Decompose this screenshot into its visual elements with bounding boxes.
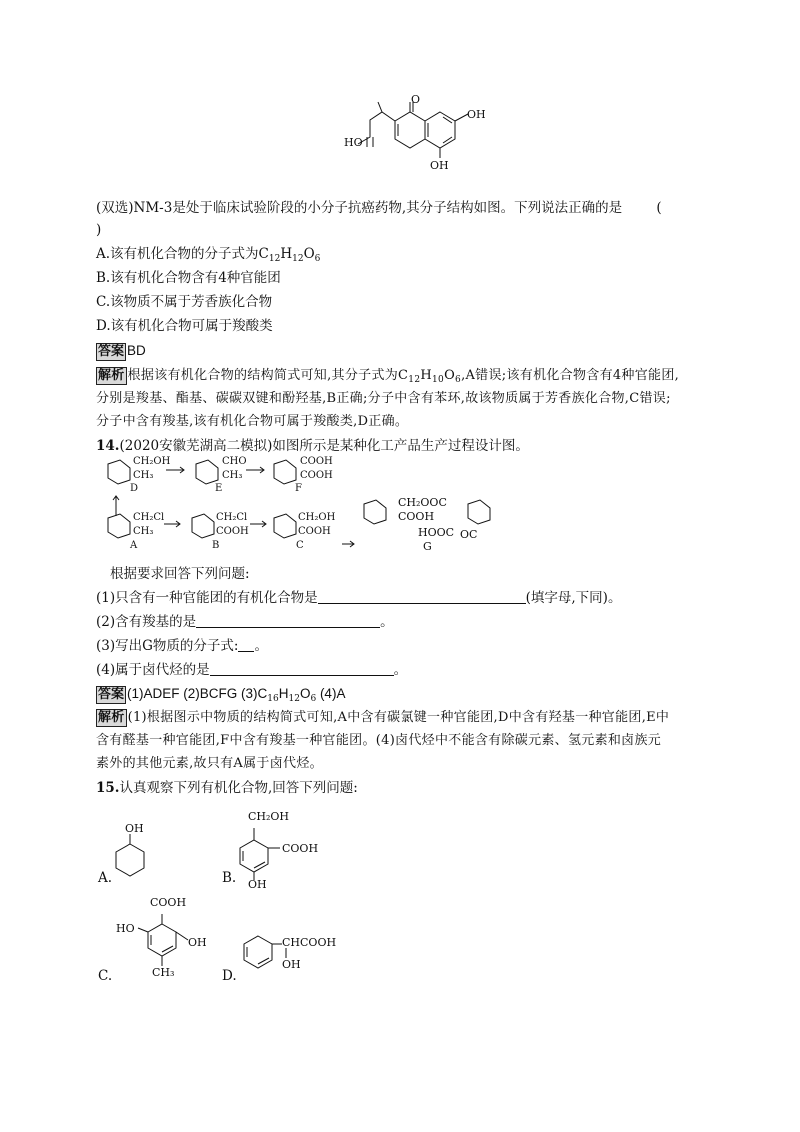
q15-d-oh: OH [282,958,301,971]
q13-option-a: A.该有机化合物的分子式为$C_{12}H_{12}O_6$ [96,246,321,264]
f-line1: COOH [300,456,333,467]
q14-intro: 根据要求回答下列问题: [110,566,250,582]
d-label: D [130,483,139,494]
e-line1: CHO [222,456,247,467]
q13-analysis-line1: 解析 根据该有机化合物的结构简式可知,其分子式为$C_{12}H_{10}O_6,A$错误;该有机化合物含有4种官能团, [98,368,680,385]
q14-blank-2[interactable] [196,613,380,628]
a-line1: CH₂Cl [133,512,165,523]
q13-option-d: D.该有机化合物可属于羧酸类 [96,318,273,334]
q15-b-ch2oh: CH₂OH [248,810,290,823]
g-line4: OC [460,528,478,541]
q13-stem-text: (双选)NM-3是处于临床试验阶段的小分子抗癌药物,其分子结构如图。下列说法正确的是 [96,200,623,216]
q15-stem: 15.认真观察下列有机化合物,回答下列问题: [96,780,358,796]
g-line2: COOH [398,510,435,523]
q15-number: 15. [96,780,120,796]
c-label: C [296,540,304,551]
q14-blank-3[interactable] [238,637,254,652]
q14-blank-4[interactable] [210,661,394,676]
q14-sub1: (1)只含有一种官能团的有机化合物是 (填字母,下同)。 [96,590,622,606]
q15-option-d: D. [222,968,237,984]
q14-analysis-line3: 素外的其他元素,故只有A属于卤代烃。 [96,756,323,771]
g-line3: HOOC [418,526,455,539]
c-line1: CH₂OH [298,512,336,523]
q15-c-ho: HO [116,922,135,935]
q14-blank-1[interactable] [318,589,526,604]
q15-option-c: C. [98,968,113,984]
q14-sub4: (4)属于卤代烃的是 。 [96,662,408,678]
q13-analysis-line2: 分别是羧基、酯基、碳碳双键和酚羟基,B正确;分子中含有苯环,故该物质属于芳香族化合物,C错误; [96,391,671,406]
analysis-tag: 解析 [98,710,125,725]
b-line2: COOH [216,526,249,537]
q14-analysis-line1: 解析 (1)根据图示中物质的结构简式可知,A中含有碳氯键一种官能团,D中含有羟基一种官能团,E中 [98,710,670,725]
q13-answer [96,341,146,361]
d-line2: CH₃ [133,470,154,481]
q15-c-oh: OH [188,936,207,949]
q13-option-c: C.该物质不属于芳香族化合物 [96,294,273,310]
q13-analysis-line3: 分子中含有羧基,该有机化合物可属于羧酸类,D正确。 [96,414,409,429]
d-line1: CH₂OH [133,456,171,467]
c-line2: COOH [298,526,331,537]
b-line1: CH₂Cl [216,512,248,523]
q14-sub2: (2)含有羧基的是 。 [96,614,394,630]
g-label: G [423,540,432,553]
q14-analysis-line2: 含有醛基一种官能团,F中含有羧基一种官能团。(4)卤代烃中不能含有除碳元素、氢元素和卤族元 [96,733,662,748]
q14-answer: 答案 (1)ADEF (2)BCFG $(3)C_{16}H_{12}O_6$ (4)A [98,686,346,704]
a-line2: CH₃ [133,526,154,537]
q15-b-oh: OH [248,878,267,891]
carbonyl-o-label: O [411,93,421,106]
analysis-tag: 解析 [98,368,125,383]
q13-paren-open: ( [656,200,662,216]
q14-sub3: (3)写出G物质的分子式: 。 [96,638,268,654]
f-label: F [295,483,302,494]
q13-paren-close: ) [96,222,102,238]
answer-tag: 答案 [98,344,125,359]
oh-label-top: OH [467,108,486,121]
q14-number: 14. [96,438,120,454]
q15-c-ch3: CH₃ [152,966,175,979]
q15-option-a: A. [98,870,113,886]
q13-answer-value: BD [127,343,146,358]
g-line1: CH₂OOC [398,496,447,509]
q15-d-chcooh: CHCOOH [282,936,337,949]
answer-tag: 答案 [98,687,125,702]
ho-label: HO [344,136,363,149]
q15-b-cooh: COOH [282,842,319,855]
b-label: B [212,540,220,551]
q14-stem: 14.(2020安徽芜湖高二模拟)如图所示是某种化工产品生产过程设计图。 [96,438,529,454]
e-line2: CH₃ [222,470,243,481]
e-label: E [215,483,223,494]
q15-c-cooh: COOH [150,896,187,909]
q15-a-oh: OH [125,822,144,835]
q13-option-b: B.该有机化合物含有4种官能团 [96,270,281,286]
q13-stem [96,198,662,218]
q15-option-b: B. [222,870,237,886]
oh-label-bottom: OH [430,159,449,172]
f-line2: COOH [300,470,333,481]
a-label: A [130,540,138,551]
